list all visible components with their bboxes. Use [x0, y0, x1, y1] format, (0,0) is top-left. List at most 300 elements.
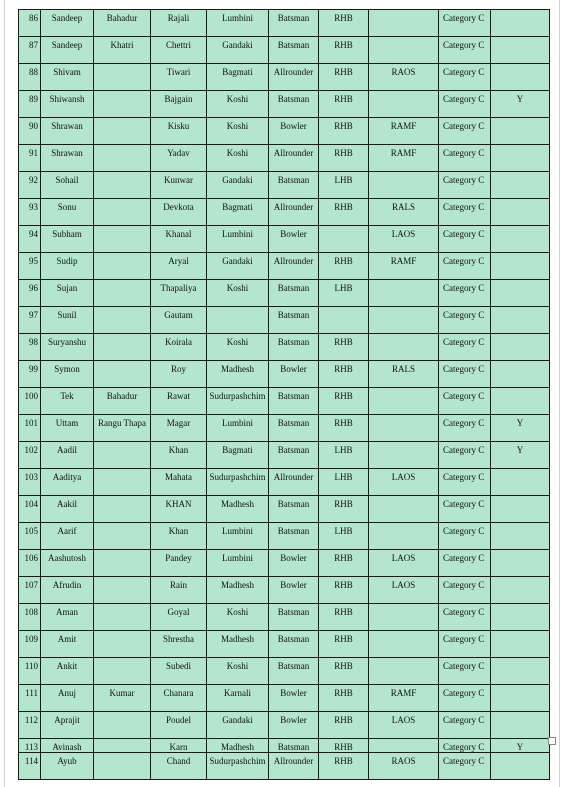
bowling-style-cell[interactable]: RALS [369, 199, 439, 226]
first-name-cell[interactable]: Ankit [41, 658, 94, 685]
category-cell[interactable]: Category C [439, 496, 491, 523]
province-cell[interactable]: Karnali [207, 685, 269, 712]
bowling-style-cell[interactable]: RAMF [369, 253, 439, 280]
bowling-style-cell[interactable] [369, 631, 439, 658]
table-row [19, 226, 550, 253]
bowling-style-cell[interactable]: LAOS [369, 469, 439, 496]
category-cell[interactable]: Category C [439, 604, 491, 631]
batting-style-cell[interactable]: RHB [319, 415, 369, 442]
flag-cell[interactable] [491, 469, 550, 496]
last-name-cell[interactable]: Devkota [151, 199, 207, 226]
flag-cell[interactable] [491, 631, 550, 658]
batting-style-cell[interactable]: RHB [319, 199, 369, 226]
bowling-style-cell[interactable]: RALS [369, 361, 439, 388]
role-cell[interactable]: Batsman [269, 604, 319, 631]
bowling-style-cell[interactable] [369, 442, 439, 469]
middle-name-cell[interactable] [94, 577, 151, 604]
first-name-cell[interactable]: Symon [41, 361, 94, 388]
role-cell[interactable]: Batsman [269, 280, 319, 307]
role-cell[interactable]: Batsman [269, 496, 319, 523]
middle-name-cell[interactable] [94, 334, 151, 361]
role-cell[interactable]: Batsman [269, 307, 319, 334]
middle-name-cell[interactable] [94, 91, 151, 118]
last-name-cell[interactable]: Poudel [151, 712, 207, 739]
batting-style-cell[interactable]: RHB [319, 712, 369, 739]
middle-name-cell[interactable]: Kumar [94, 685, 151, 712]
last-name-cell[interactable]: Kunwar [151, 172, 207, 199]
first-name-cell[interactable]: Sudip [41, 253, 94, 280]
role-cell[interactable]: Allrounder [269, 753, 319, 780]
middle-name-cell[interactable] [94, 658, 151, 685]
table-row [19, 753, 550, 780]
category-cell[interactable]: Category C [439, 523, 491, 550]
serial-number-cell[interactable]: 114 [19, 753, 41, 780]
category-cell[interactable]: Category C [439, 753, 491, 780]
serial-number-cell[interactable]: 104 [19, 496, 41, 523]
batting-style-cell[interactable]: RHB [319, 91, 369, 118]
category-cell[interactable]: Category C [439, 658, 491, 685]
flag-cell[interactable]: Y [491, 739, 550, 766]
first-name-cell[interactable]: Shrawan [41, 118, 94, 145]
flag-cell[interactable] [491, 550, 550, 577]
first-name-cell[interactable]: Sohail [41, 172, 94, 199]
batting-style-cell[interactable]: RHB [319, 658, 369, 685]
category-cell[interactable]: Category C [439, 442, 491, 469]
province-cell[interactable]: Gandaki [207, 172, 269, 199]
province-cell[interactable] [207, 307, 269, 334]
serial-number-cell[interactable]: 91 [19, 145, 41, 172]
role-cell[interactable]: Batsman [269, 523, 319, 550]
role-cell[interactable]: Bowler [269, 226, 319, 253]
table-row [19, 604, 550, 631]
role-cell[interactable]: Allrounder [269, 253, 319, 280]
province-cell[interactable]: Bagmati [207, 442, 269, 469]
role-cell[interactable]: Batsman [269, 91, 319, 118]
last-name-cell[interactable]: Bajgain [151, 91, 207, 118]
serial-number-cell[interactable]: 89 [19, 91, 41, 118]
province-cell[interactable]: Bagmati [207, 199, 269, 226]
province-cell[interactable]: Koshi [207, 334, 269, 361]
role-cell[interactable]: Allrounder [269, 145, 319, 172]
batting-style-cell[interactable]: RHB [319, 145, 369, 172]
bowling-style-cell[interactable] [369, 280, 439, 307]
first-name-cell[interactable]: Subham [41, 226, 94, 253]
flag-cell[interactable]: Y [491, 415, 550, 442]
last-name-cell[interactable]: Roy [151, 361, 207, 388]
first-name-cell[interactable]: Sandeep [41, 37, 94, 64]
bowling-style-cell[interactable]: RAOS [369, 753, 439, 780]
middle-name-cell[interactable] [94, 118, 151, 145]
first-name-cell[interactable]: Sujan [41, 280, 94, 307]
middle-name-cell[interactable] [94, 172, 151, 199]
first-name-cell[interactable]: Aadil [41, 442, 94, 469]
batting-style-cell[interactable]: LHB [319, 442, 369, 469]
batting-style-cell[interactable]: RHB [319, 388, 369, 415]
player-table [18, 9, 550, 766]
last-name-cell[interactable]: Koirala [151, 334, 207, 361]
bowling-style-cell[interactable] [369, 415, 439, 442]
flag-cell[interactable] [491, 523, 550, 550]
category-cell[interactable]: Category C [439, 37, 491, 64]
province-cell[interactable]: Gandaki [207, 37, 269, 64]
serial-number-cell[interactable]: 100 [19, 388, 41, 415]
flag-cell[interactable] [491, 712, 550, 739]
last-name-cell[interactable]: Thapaliya [151, 280, 207, 307]
flag-cell[interactable] [491, 658, 550, 685]
category-cell[interactable]: Category C [439, 199, 491, 226]
province-cell[interactable]: Koshi [207, 280, 269, 307]
province-cell[interactable]: Lumbini [207, 10, 269, 37]
flag-cell[interactable]: Y [491, 91, 550, 118]
province-cell[interactable]: Lumbini [207, 226, 269, 253]
batting-style-cell[interactable]: RHB [319, 334, 369, 361]
flag-cell[interactable] [491, 685, 550, 712]
last-name-cell[interactable]: Chanara [151, 685, 207, 712]
province-cell[interactable]: Koshi [207, 145, 269, 172]
table-resize-handle[interactable] [548, 737, 556, 745]
role-cell[interactable]: Bowler [269, 550, 319, 577]
first-name-cell[interactable]: Sunil [41, 307, 94, 334]
last-name-cell[interactable]: Shrestha [151, 631, 207, 658]
middle-name-cell[interactable] [94, 280, 151, 307]
middle-name-cell[interactable] [94, 712, 151, 739]
serial-number-cell[interactable]: 111 [19, 685, 41, 712]
first-name-cell[interactable]: Uttam [41, 415, 94, 442]
serial-number-cell[interactable]: 87 [19, 37, 41, 64]
serial-number-cell[interactable]: 95 [19, 253, 41, 280]
bowling-style-cell[interactable] [369, 91, 439, 118]
middle-name-cell[interactable] [94, 361, 151, 388]
table-row [19, 91, 550, 118]
first-name-cell[interactable]: Aashutosh [41, 550, 94, 577]
table-row [19, 388, 550, 415]
flag-cell[interactable] [491, 199, 550, 226]
first-name-cell[interactable]: Aakil [41, 496, 94, 523]
middle-name-cell[interactable] [94, 145, 151, 172]
first-name-cell[interactable]: Sonu [41, 199, 94, 226]
role-cell[interactable]: Bowler [269, 577, 319, 604]
role-cell[interactable]: Bowler [269, 118, 319, 145]
province-cell[interactable]: Sudurpashchim [207, 469, 269, 496]
batting-style-cell[interactable]: RHB [319, 739, 369, 766]
middle-name-cell[interactable] [94, 199, 151, 226]
category-cell[interactable]: Category C [439, 712, 491, 739]
bowling-style-cell[interactable] [369, 388, 439, 415]
serial-number-cell[interactable]: 113 [19, 739, 41, 766]
flag-cell[interactable] [491, 172, 550, 199]
province-cell[interactable]: Bagmati [207, 64, 269, 91]
category-cell[interactable]: Category C [439, 145, 491, 172]
page-margin-right [559, 0, 560, 787]
flag-cell[interactable] [491, 577, 550, 604]
player-table-continued-body [19, 753, 550, 780]
role-cell[interactable]: Batsman [269, 10, 319, 37]
first-name-cell[interactable]: Aarif [41, 523, 94, 550]
flag-cell[interactable] [491, 361, 550, 388]
province-cell[interactable]: Madhesh [207, 361, 269, 388]
serial-number-cell[interactable]: 86 [19, 10, 41, 37]
serial-number-cell[interactable]: 98 [19, 334, 41, 361]
table-row [19, 307, 550, 334]
role-cell[interactable]: Allrounder [269, 469, 319, 496]
batting-style-cell[interactable]: RHB [319, 577, 369, 604]
last-name-cell[interactable]: Magar [151, 415, 207, 442]
bowling-style-cell[interactable] [369, 10, 439, 37]
first-name-cell[interactable]: Shrawan [41, 145, 94, 172]
bowling-style-cell[interactable] [369, 496, 439, 523]
role-cell[interactable]: Batsman [269, 172, 319, 199]
batting-style-cell[interactable]: RHB [319, 685, 369, 712]
role-cell[interactable]: Bowler [269, 712, 319, 739]
bowling-style-cell[interactable]: RAMF [369, 118, 439, 145]
serial-number-cell[interactable]: 101 [19, 415, 41, 442]
bowling-style-cell[interactable] [369, 658, 439, 685]
middle-name-cell[interactable] [94, 631, 151, 658]
flag-cell[interactable] [491, 37, 550, 64]
batting-style-cell[interactable]: LHB [319, 280, 369, 307]
province-cell[interactable]: Gandaki [207, 712, 269, 739]
role-cell[interactable]: Bowler [269, 685, 319, 712]
first-name-cell[interactable]: Ayub [41, 753, 94, 780]
category-cell[interactable]: Category C [439, 469, 491, 496]
province-cell[interactable]: Lumbini [207, 523, 269, 550]
batting-style-cell[interactable] [319, 226, 369, 253]
batting-style-cell[interactable]: RHB [319, 253, 369, 280]
serial-number-cell[interactable]: 105 [19, 523, 41, 550]
batting-style-cell[interactable]: LHB [319, 523, 369, 550]
last-name-cell[interactable]: Rawat [151, 388, 207, 415]
serial-number-cell[interactable]: 99 [19, 361, 41, 388]
first-name-cell[interactable]: Amit [41, 631, 94, 658]
role-cell[interactable]: Allrounder [269, 199, 319, 226]
role-cell[interactable]: Batsman [269, 37, 319, 64]
batting-style-cell[interactable]: RHB [319, 361, 369, 388]
first-name-cell[interactable]: Shivam [41, 64, 94, 91]
first-name-cell[interactable]: Aaditya [41, 469, 94, 496]
flag-cell[interactable] [491, 145, 550, 172]
first-name-cell[interactable]: Tek [41, 388, 94, 415]
middle-name-cell[interactable] [94, 64, 151, 91]
category-cell[interactable]: Category C [439, 334, 491, 361]
batting-style-cell[interactable]: RHB [319, 10, 369, 37]
batting-style-cell[interactable]: RHB [319, 496, 369, 523]
category-cell[interactable]: Category C [439, 307, 491, 334]
last-name-cell[interactable]: Chand [151, 753, 207, 780]
serial-number-cell[interactable]: 92 [19, 172, 41, 199]
middle-name-cell[interactable] [94, 442, 151, 469]
bowling-style-cell[interactable]: LAOS [369, 550, 439, 577]
bowling-style-cell[interactable] [369, 37, 439, 64]
role-cell[interactable]: Bowler [269, 361, 319, 388]
serial-number-cell[interactable]: 110 [19, 658, 41, 685]
last-name-cell[interactable]: Mahata [151, 469, 207, 496]
serial-number-cell[interactable]: 94 [19, 226, 41, 253]
category-cell[interactable]: Category C [439, 631, 491, 658]
first-name-cell[interactable]: Shiwansh [41, 91, 94, 118]
last-name-cell[interactable]: Kisku [151, 118, 207, 145]
middle-name-cell[interactable] [94, 307, 151, 334]
first-name-cell[interactable]: Aprajit [41, 712, 94, 739]
middle-name-cell[interactable] [94, 253, 151, 280]
batting-style-cell[interactable]: RHB [319, 604, 369, 631]
category-cell[interactable]: Category C [439, 280, 491, 307]
last-name-cell[interactable]: Goyal [151, 604, 207, 631]
category-cell[interactable]: Category C [439, 172, 491, 199]
first-name-cell[interactable]: Avinash [41, 739, 94, 766]
category-cell[interactable]: Category C [439, 388, 491, 415]
flag-cell[interactable] [491, 604, 550, 631]
serial-number-cell[interactable]: 109 [19, 631, 41, 658]
flag-cell[interactable] [491, 496, 550, 523]
province-cell[interactable]: Sudurpashchim [207, 753, 269, 780]
middle-name-cell[interactable]: Bahadur [94, 10, 151, 37]
last-name-cell[interactable]: Subedi [151, 658, 207, 685]
flag-cell[interactable]: Y [491, 442, 550, 469]
first-name-cell[interactable]: Anuj [41, 685, 94, 712]
first-name-cell[interactable]: Aman [41, 604, 94, 631]
province-cell[interactable]: Koshi [207, 118, 269, 145]
category-cell[interactable]: Category C [439, 91, 491, 118]
province-cell[interactable]: Madhesh [207, 631, 269, 658]
serial-number-cell[interactable]: 112 [19, 712, 41, 739]
serial-number-cell[interactable]: 108 [19, 604, 41, 631]
batting-style-cell[interactable]: RHB [319, 37, 369, 64]
role-cell[interactable]: Batsman [269, 334, 319, 361]
last-name-cell[interactable]: Yadav [151, 145, 207, 172]
province-cell[interactable]: Madhesh [207, 496, 269, 523]
middle-name-cell[interactable] [94, 469, 151, 496]
bowling-style-cell[interactable]: RAOS [369, 64, 439, 91]
bowling-style-cell[interactable]: LAOS [369, 577, 439, 604]
serial-number-cell[interactable]: 106 [19, 550, 41, 577]
role-cell[interactable]: Batsman [269, 631, 319, 658]
flag-cell[interactable] [491, 334, 550, 361]
last-name-cell[interactable]: Khan [151, 442, 207, 469]
province-cell[interactable]: Koshi [207, 658, 269, 685]
batting-style-cell[interactable]: RHB [319, 631, 369, 658]
batting-style-cell[interactable] [319, 307, 369, 334]
last-name-cell[interactable]: Chettri [151, 37, 207, 64]
last-name-cell[interactable]: Gautam [151, 307, 207, 334]
last-name-cell[interactable]: Khan [151, 523, 207, 550]
first-name-cell[interactable]: Suryanshu [41, 334, 94, 361]
serial-number-cell[interactable]: 93 [19, 199, 41, 226]
middle-name-cell[interactable] [94, 226, 151, 253]
bowling-style-cell[interactable]: LAOS [369, 226, 439, 253]
middle-name-cell[interactable] [94, 604, 151, 631]
province-cell[interactable]: Sudurpashchim [207, 388, 269, 415]
flag-cell[interactable] [491, 118, 550, 145]
serial-number-cell[interactable]: 96 [19, 280, 41, 307]
bowling-style-cell[interactable] [369, 604, 439, 631]
last-name-cell[interactable]: KHAN [151, 496, 207, 523]
first-name-cell[interactable]: Afrudin [41, 577, 94, 604]
category-cell[interactable]: Category C [439, 550, 491, 577]
province-cell[interactable]: Lumbini [207, 550, 269, 577]
category-cell[interactable]: Category C [439, 577, 491, 604]
category-cell[interactable]: Category C [439, 253, 491, 280]
first-name-cell[interactable]: Sandeep [41, 10, 94, 37]
last-name-cell[interactable]: Rain [151, 577, 207, 604]
flag-cell[interactable] [491, 388, 550, 415]
bowling-style-cell[interactable]: RAMF [369, 145, 439, 172]
category-cell[interactable]: Category C [439, 415, 491, 442]
category-cell[interactable]: Category C [439, 10, 491, 37]
province-cell[interactable]: Gandaki [207, 253, 269, 280]
last-name-cell[interactable]: Tiwari [151, 64, 207, 91]
category-cell[interactable]: Category C [439, 64, 491, 91]
table-row [19, 118, 550, 145]
flag-cell[interactable] [491, 64, 550, 91]
province-cell[interactable]: Koshi [207, 91, 269, 118]
bowling-style-cell[interactable]: RAMF [369, 685, 439, 712]
serial-number-cell[interactable]: 88 [19, 64, 41, 91]
middle-name-cell[interactable]: Bahadur [94, 388, 151, 415]
category-cell[interactable]: Category C [439, 226, 491, 253]
serial-number-cell[interactable]: 97 [19, 307, 41, 334]
bowling-style-cell[interactable] [369, 307, 439, 334]
batting-style-cell[interactable]: LHB [319, 469, 369, 496]
bowling-style-cell[interactable] [369, 334, 439, 361]
last-name-cell[interactable]: Pandey [151, 550, 207, 577]
flag-cell[interactable] [491, 280, 550, 307]
batting-style-cell[interactable]: RHB [319, 753, 369, 780]
role-cell[interactable]: Batsman [269, 388, 319, 415]
bowling-style-cell[interactable] [369, 172, 439, 199]
flag-cell[interactable] [491, 253, 550, 280]
flag-cell[interactable] [491, 226, 550, 253]
serial-number-cell[interactable]: 90 [19, 118, 41, 145]
batting-style-cell[interactable]: LHB [319, 172, 369, 199]
category-cell[interactable]: Category C [439, 685, 491, 712]
middle-name-cell[interactable]: Khatri [94, 37, 151, 64]
serial-number-cell[interactable]: 107 [19, 577, 41, 604]
role-cell[interactable]: Batsman [269, 415, 319, 442]
last-name-cell[interactable]: Rajali [151, 10, 207, 37]
role-cell[interactable]: Batsman [269, 739, 319, 766]
batting-style-cell[interactable]: RHB [319, 118, 369, 145]
serial-number-cell[interactable]: 103 [19, 469, 41, 496]
flag-cell[interactable] [491, 307, 550, 334]
role-cell[interactable]: Allrounder [269, 64, 319, 91]
serial-number-cell[interactable]: 102 [19, 442, 41, 469]
province-cell[interactable]: Lumbini [207, 415, 269, 442]
bowling-style-cell[interactable] [369, 523, 439, 550]
flag-cell[interactable] [491, 10, 550, 37]
middle-name-cell[interactable] [94, 523, 151, 550]
province-cell[interactable]: Madhesh [207, 577, 269, 604]
middle-name-cell[interactable] [94, 753, 151, 780]
flag-cell[interactable] [491, 753, 550, 780]
middle-name-cell[interactable] [94, 496, 151, 523]
batting-style-cell[interactable]: RHB [319, 550, 369, 577]
category-cell[interactable]: Category C [439, 739, 491, 766]
middle-name-cell[interactable] [94, 550, 151, 577]
table-row [19, 658, 550, 685]
last-name-cell[interactable]: Karn [151, 739, 207, 766]
role-cell[interactable]: Batsman [269, 658, 319, 685]
last-name-cell[interactable]: Aryal [151, 253, 207, 280]
middle-name-cell[interactable]: Rangu Thapa [94, 415, 151, 442]
category-cell[interactable]: Category C [439, 118, 491, 145]
province-cell[interactable]: Koshi [207, 604, 269, 631]
category-cell[interactable]: Category C [439, 361, 491, 388]
province-cell[interactable]: Madhesh [207, 739, 269, 766]
bowling-style-cell[interactable]: LAOS [369, 712, 439, 739]
last-name-cell[interactable]: Khanal [151, 226, 207, 253]
batting-style-cell[interactable]: RHB [319, 64, 369, 91]
role-cell[interactable]: Batsman [269, 442, 319, 469]
